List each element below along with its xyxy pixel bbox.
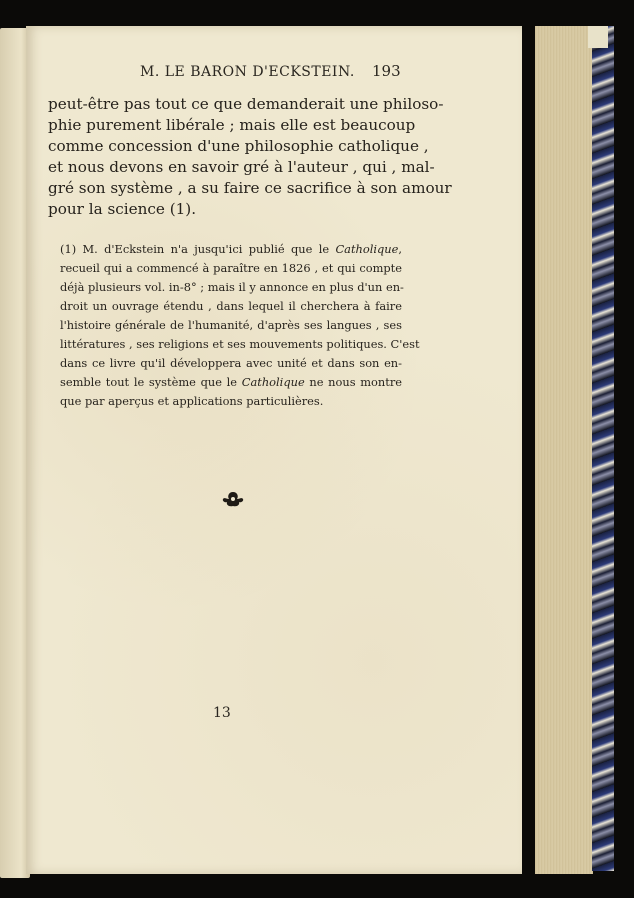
running-head: M. LE BARON D'ECKSTEIN.	[140, 64, 355, 80]
signature-mark: 13	[213, 705, 231, 721]
footnote-line: semble tout le système que le Catholique ne nous montre	[60, 375, 403, 389]
text-line: pour la science (1).	[48, 200, 197, 218]
footnote-line: que par aperçus et applications particulières.	[60, 394, 324, 408]
footnote-line: déjà plusieurs vol. in-8° ; mais il y annonce en plus d'un en-	[60, 280, 404, 294]
page-block-edges	[535, 26, 593, 874]
footnote	[60, 240, 420, 411]
text-line: comme concession d'une philosophie catholique ,	[48, 137, 429, 155]
endpaper	[588, 26, 608, 48]
text-line: et nous devons en savoir gré à l'auteur , qui , mal-	[48, 158, 435, 176]
marbled-cover	[592, 26, 614, 871]
footnote-line: littératures , ses religions et ses mouvements politiques. C'est	[60, 337, 420, 351]
text-line: peut-être pas tout ce que demanderait une philoso-	[48, 95, 444, 113]
footnote-line: droit un ouvrage étendu , dans lequel il cherchera à faire	[60, 299, 402, 313]
footnote-line: (1) M. d'Eckstein n'a jusqu'ici publié que le Catholique,	[60, 242, 402, 256]
fleuron-ornament-icon	[220, 490, 246, 508]
footnote-line: dans ce livre qu'il développera avec unité et dans son en-	[60, 356, 402, 370]
text-line: phie purement libérale ; mais elle est beaucoup	[48, 116, 416, 134]
page-number: 193	[372, 62, 401, 80]
text-line: gré son système , a su faire ce sacrifice à son amour	[48, 179, 452, 197]
footnote-line: l'histoire générale de l'humanité, d'après ses langues , ses	[60, 318, 402, 332]
footnote-line: recueil qui a commencé à paraître en 1826 , et qui compte	[60, 261, 402, 275]
body-text	[48, 94, 452, 220]
